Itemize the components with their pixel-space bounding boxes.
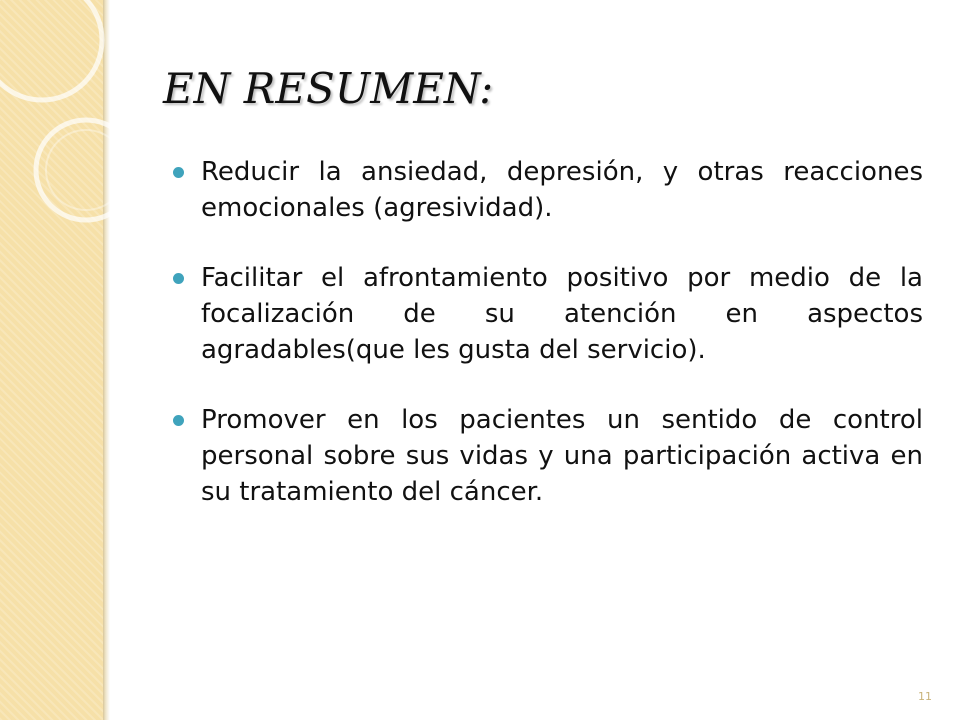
bullet-dot-icon [173, 167, 184, 178]
decorative-ring-large [0, 0, 102, 100]
bullet-item [166, 260, 923, 368]
bullet-dot-icon [173, 415, 184, 426]
bullet-item [166, 154, 923, 226]
decorative-rings [0, 0, 140, 260]
decorative-ring-small-inner [46, 130, 126, 210]
bullet-text: Reducir la ansiedad, depresión, y otras reacciones emocionales (agresividad). [201, 157, 923, 223]
slide-page-number: 11 [918, 690, 932, 703]
bullet-text: Facilitar el afrontamiento positivo por medio de la focalización de su atención en aspectos agradables(que les gusta del servicio). [201, 263, 923, 365]
bullet-list [166, 154, 923, 510]
bullet-dot-icon [173, 273, 184, 284]
decorative-ring-small [36, 120, 136, 220]
bullet-item [166, 402, 923, 510]
slide-title: EN RESUMEN: [163, 64, 494, 113]
bullet-text: Promover en los pacientes un sentido de control personal sobre sus vidas y una participación activa en su tratamiento del cáncer. [201, 405, 923, 507]
